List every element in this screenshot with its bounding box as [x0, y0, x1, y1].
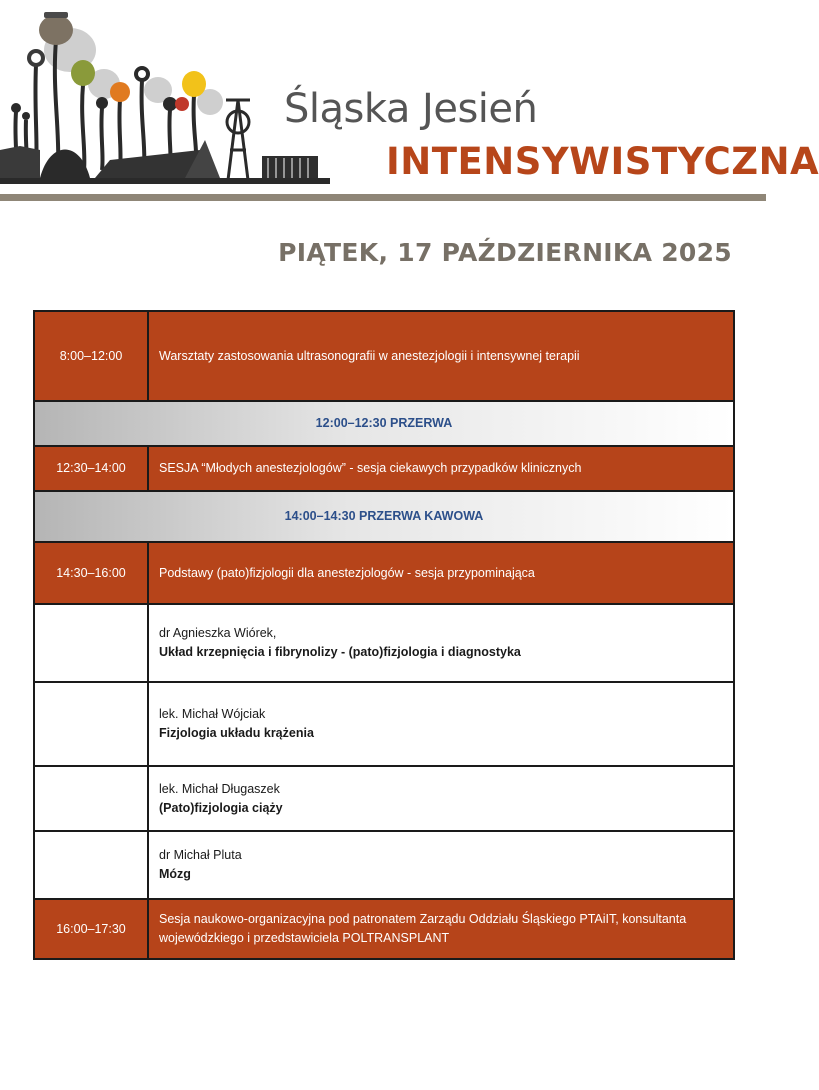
- row-title: Sesja naukowo-organizacyjna pod patronatem Zarządu Oddziału Śląskiego PTAiIT, konsultanta wojewódzkiego i przedstawiciela POLTRANSPLANT: [148, 899, 734, 959]
- row-time-empty: [34, 682, 148, 766]
- speaker-name: lek. Michał Długaszek: [159, 781, 280, 796]
- row-time-empty: [34, 831, 148, 899]
- schedule-table: [33, 310, 735, 960]
- row-title: Warsztaty zastosowania ultrasonografii w anestezjologii i intensywnej terapii: [148, 311, 734, 401]
- row-title: Podstawy (pato)fizjologii dla anestezjologów - sesja przypominająca: [148, 542, 734, 604]
- table-row: [34, 446, 734, 491]
- table-row-break: [34, 401, 734, 446]
- row-time: 8:00–12:00: [34, 311, 148, 401]
- break-label: 14:00–14:30 PRZERWA KAWOWA: [34, 491, 734, 542]
- row-talk: [148, 604, 734, 682]
- row-time-empty: [34, 604, 148, 682]
- header-divider: [0, 194, 766, 201]
- speaker-name: dr Michał Pluta: [159, 848, 242, 862]
- poppies-and-industrial-skyline-icon: [0, 0, 330, 190]
- header: [0, 0, 819, 205]
- row-time: 16:00–17:30: [34, 899, 148, 959]
- table-row: [34, 831, 734, 899]
- table-row: [34, 766, 734, 831]
- row-time: 14:30–16:00: [34, 542, 148, 604]
- row-talk: [148, 766, 734, 831]
- row-time-empty: [34, 766, 148, 831]
- row-talk: [148, 831, 734, 899]
- table-row: [34, 542, 734, 604]
- talk-title: (Pato)fizjologia ciąży: [159, 800, 283, 815]
- speaker-name: lek. Michał Wójciak: [159, 707, 266, 721]
- row-time: 12:30–14:00: [34, 446, 148, 491]
- table-row: [34, 682, 734, 766]
- talk-title: Mózg: [159, 867, 191, 881]
- talk-title: Fizjologia układu krążenia: [159, 726, 314, 740]
- brand-title-line2: INTENSYWISTYCZNA: [386, 140, 819, 183]
- break-label: 12:00–12:30 PRZERWA: [34, 401, 734, 446]
- brand-title-line1: Śląska Jesień: [284, 86, 538, 132]
- day-title: PIĄTEK, 17 PAŹDZIERNIKA 2025: [278, 238, 732, 267]
- table-row: [34, 604, 734, 682]
- row-title: SESJA “Młodych anestezjologów” - sesja ciekawych przypadków klinicznych: [148, 446, 734, 491]
- row-talk: [148, 682, 734, 766]
- table-row: [34, 311, 734, 401]
- talk-title: Układ krzepnięcia i fibrynolizy - (pato)fizjologia i diagnostyka: [159, 645, 521, 659]
- table-row-break: [34, 491, 734, 542]
- table-row: [34, 899, 734, 959]
- speaker-name: dr Agnieszka Wiórek,: [159, 626, 277, 640]
